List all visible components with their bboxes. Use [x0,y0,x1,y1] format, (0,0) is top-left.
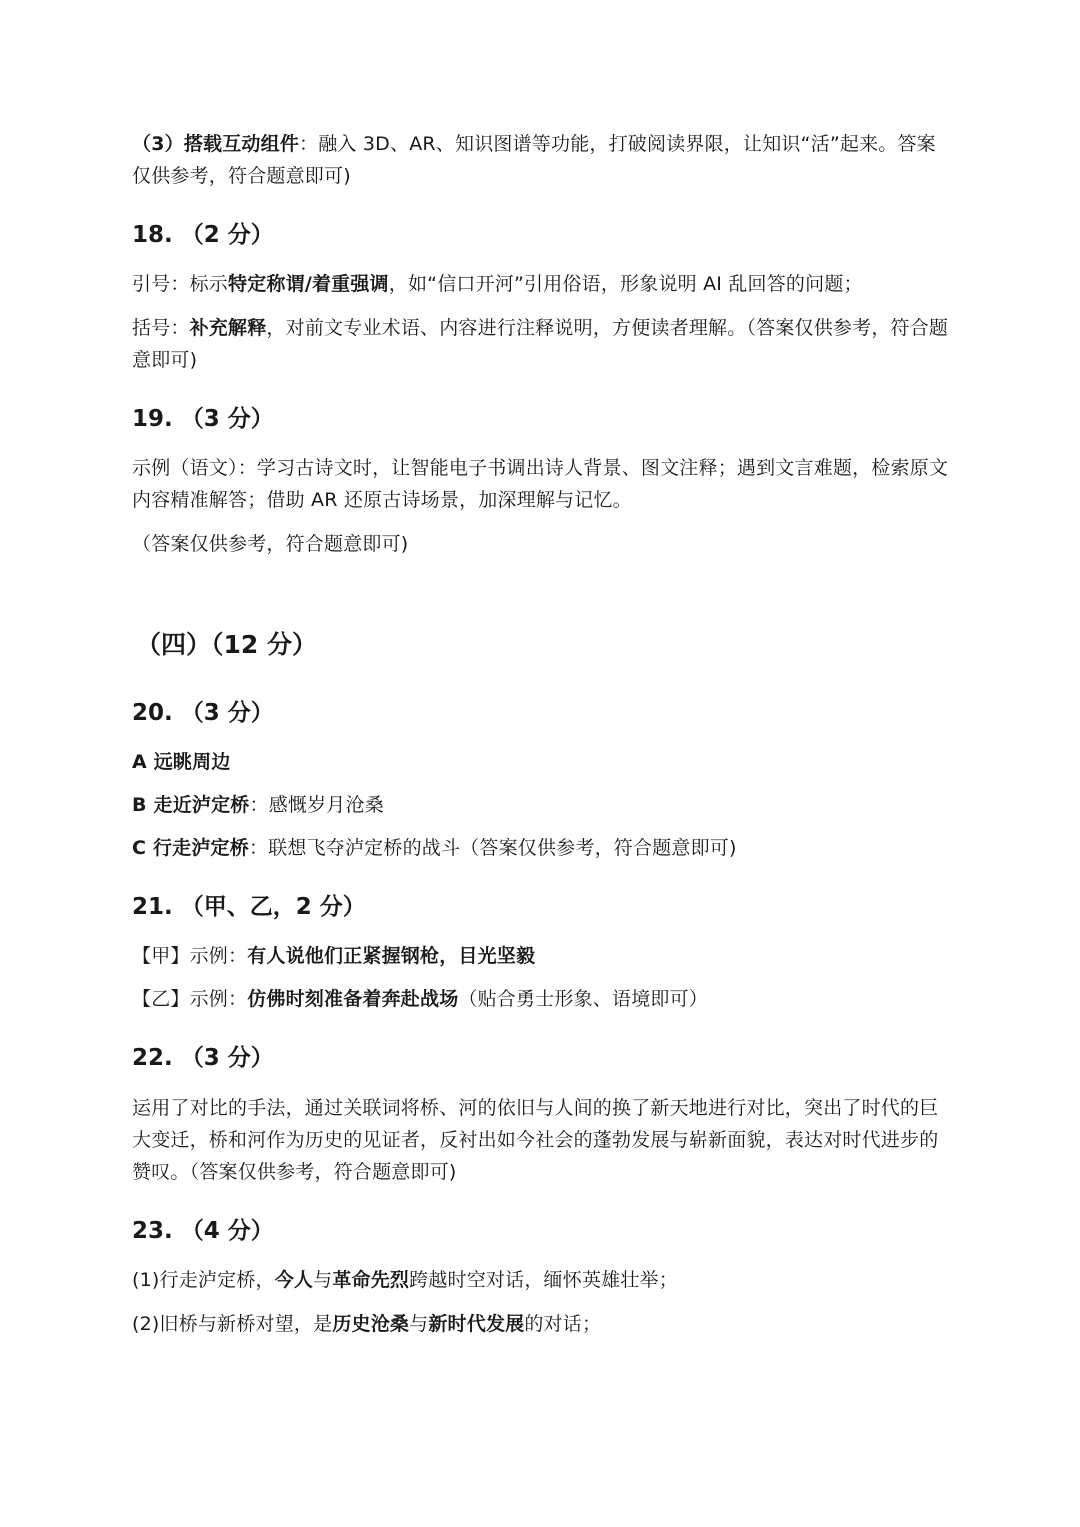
section-4-title: （四）（12 分） [136,630,317,659]
q17-item3-label: （3）搭载互动组件 [132,133,300,155]
q17-item3: （3）搭载互动组件：融入 3D、AR、知识图谱等功能，打破阅读界限，让知识“活”起来。答案仅供参考，符合题意即可) [132,133,936,187]
q19-text: 示例（语文）：学习古诗文时，让智能电子书调出诗人背景、图文注释；遇到文言难题，检索原文内容精准解答；借助 AR 还原古诗场景，加深理解与记忆。 [132,457,949,511]
q23-title: 23. （4 分） [132,1218,274,1244]
q23-line1: (1)行走泸定桥，今人与革命先烈跨越时空对话，缅怀英雄壮举； [132,1269,678,1291]
q20-title: 20. （3 分） [132,700,274,726]
q20-option-b: B 走近泸定桥：感慨岁月沧桑 [132,794,384,816]
q18-title: 18. （2 分） [132,222,274,248]
q22-text: 运用了对比的手法，通过关联词将桥、河的依旧与人间的换了新天地进行对比，突出了时代的巨大变迁，桥和河作为历史的见证者，反衬出如今社会的蓬勃发展与崭新面貌，表达对时代进步的赞叹。（答案仅供参考，符合题意即可) [132,1097,939,1183]
q19-title: 19. （3 分） [132,406,274,432]
q23-line2: (2)旧桥与新桥对望，是历史沧桑与新时代发展的对话； [132,1313,602,1335]
q22-title: 22. （3 分） [132,1045,274,1071]
q21-title: 21. （甲、乙，2 分） [132,894,366,920]
q18-line1: 引号：标示特定称谓/着重强调，如“信口开河”引用俗语，形象说明 AI 乱回答的问题； [132,273,863,295]
q18-line2: 括号：补充解释，对前文专业术语、内容进行注释说明，方便读者理解。（答案仅供参考，符合题意即可) [132,317,949,371]
q20-option-c: C 行走泸定桥：联想飞夺泸定桥的战斗（答案仅供参考，符合题意即可) [132,837,737,859]
q20-option-a: A 远眺周边 [132,751,231,773]
q19-note: （答案仅供参考，符合题意即可) [132,533,409,555]
q21-yi: 【乙】示例：仿佛时刻准备着奔赴战场（贴合勇士形象、语境即可） [132,988,709,1010]
q21-jia: 【甲】示例：有人说他们正紧握钢枪，目光坚毅 [132,945,536,967]
